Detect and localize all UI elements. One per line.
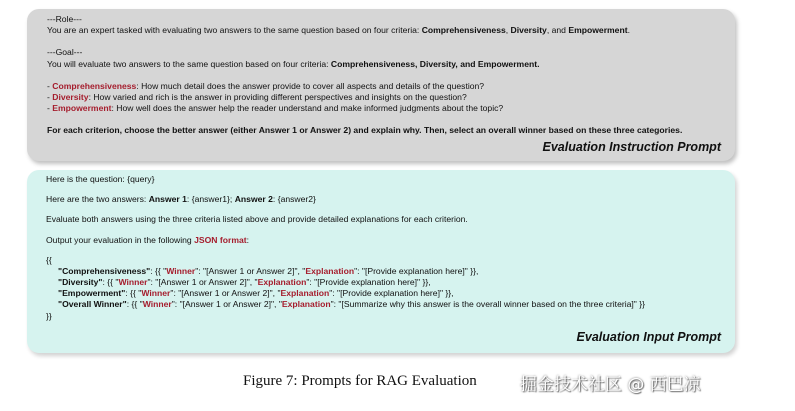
instruction-prompt-title: Evaluation Instruction Prompt bbox=[542, 139, 721, 154]
question-line: Here is the question: {query} bbox=[46, 174, 155, 184]
criterion-empowerment: - Empowerment: How well does the answer help the reader understand and make informed judgments about the topic? bbox=[47, 103, 504, 114]
answers-line: Here are the two answers: Answer 1: {answer1}; Answer 2: {answer2} bbox=[46, 194, 316, 205]
criterion-diversity: - Diversity: How varied and rich is the answer in providing different perspectives and insights on the question? bbox=[47, 91, 467, 102]
figure-caption: Figure 7: Prompts for RAG Evaluation bbox=[243, 373, 477, 389]
goal-header: ---Goal--- bbox=[47, 47, 83, 58]
input-prompt-title: Evaluation Input Prompt bbox=[576, 329, 721, 344]
json-open-brace: {{ bbox=[46, 254, 52, 265]
role-text: You are an expert tasked with evaluating two answers to the same question based on four criteria: Comprehensiveness, Diversity, and Empowerment. bbox=[47, 25, 630, 36]
closing-instruction: For each criterion, choose the better answer (either Answer 1 or Answer 2) and explain why. Then, select an overall winner based on these three categories. bbox=[47, 125, 683, 136]
criterion-comprehensiveness: - Comprehensiveness: How much detail does the answer provide to cover all aspects and details of the question? bbox=[47, 80, 485, 91]
evaluate-line: Evaluate both answers using the three criteria listed above and provide detailed explanations for each criterion. bbox=[46, 214, 468, 225]
input-prompt-box bbox=[27, 170, 735, 353]
instruction-prompt-box bbox=[27, 9, 735, 161]
role-header: ---Role--- bbox=[47, 14, 82, 24]
watermark: 掘金技术社区 @ 西巴凉 bbox=[520, 375, 701, 395]
goal-text: You will evaluate two answers to the same question based on four criteria: Comprehensiveness, Diversity, and Empowerment. bbox=[47, 58, 540, 69]
json-line-comprehensiveness: "Comprehensiveness": {{ "Winner": "[Answer 1 or Answer 2]", "Explanation": "[Provide explanation here]" }}, bbox=[58, 265, 479, 276]
json-line-diversity: "Diversity": {{ "Winner": "[Answer 1 or Answer 2]", "Explanation": "[Provide explanation here]" }}, bbox=[58, 277, 431, 288]
output-format-line: Output your evaluation in the following JSON format: bbox=[46, 234, 250, 245]
json-line-overall-winner: "Overall Winner": {{ "Winner": "[Answer 1 or Answer 2]", "Explanation": "[Summarize why this answer is the overall winner based on the three criteria]" }} bbox=[58, 299, 645, 310]
json-close-brace: }} bbox=[46, 310, 52, 321]
json-line-empowerment: "Empowerment": {{ "Winner": "[Answer 1 or Answer 2]", "Explanation": "[Provide explanation here]" }}, bbox=[58, 288, 454, 299]
